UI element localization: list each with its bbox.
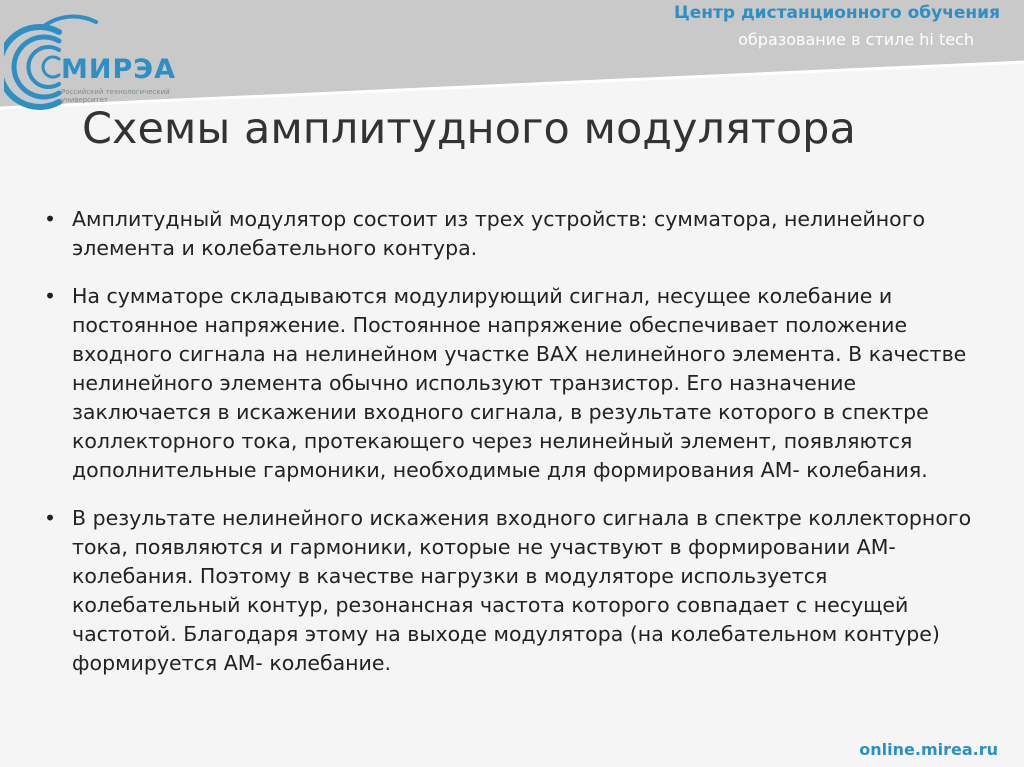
bullet-list <box>44 205 979 697</box>
bullet-text: Амплитудный модулятор состоит из трех устройств: сумматора, нелинейного элемента и колебательного контура. <box>72 207 926 260</box>
footer-url: online.mirea.ru <box>859 740 998 759</box>
logo-subtitle: Российский технологический университет <box>61 88 170 104</box>
bullet-text: В результате нелинейного искажения входного сигнала в спектре коллекторного тока, появляются и гармоники, которые не участвуют в формировании АМ-колебания. Поэтому в качестве нагрузки в модуляторе используется колебательный контур, резонансная частота которого совпадает с несущей частотой. Благодаря этому на выходе модулятора (на колебательном контуре) формируется АМ- колебание. <box>72 506 972 675</box>
bullet-marker: • <box>44 284 57 308</box>
bullet-item <box>44 282 979 485</box>
bullet-item <box>44 504 979 678</box>
page-title: Схемы амплитудного модулятора <box>82 104 856 154</box>
logo <box>4 10 174 110</box>
logo-name: МИРЭА <box>61 54 176 85</box>
center-title: Центр дистанционного обучения <box>673 3 1000 23</box>
bullet-text: На сумматоре складываются модулирующий сигнал, несущее колебание и постоянное напряжение. Постоянное напряжение обеспечивает положение входного сигнала на нелинейном участке ВАХ нелинейного элемента. В качестве нелинейного элемента обычно используют транзистор. Его назначение заключается в искажении входного сигнала, в результате которого в спектре коллекторного тока, протекающего через нелинейный элемент, появляются дополнительные гармоники, необходимые для формирования АМ- колебания. <box>72 284 967 482</box>
bullet-marker: • <box>44 207 57 231</box>
bullet-marker: • <box>44 506 57 530</box>
center-subtitle: образование в стиле hi tech <box>738 30 974 49</box>
bullet-item <box>44 205 979 263</box>
